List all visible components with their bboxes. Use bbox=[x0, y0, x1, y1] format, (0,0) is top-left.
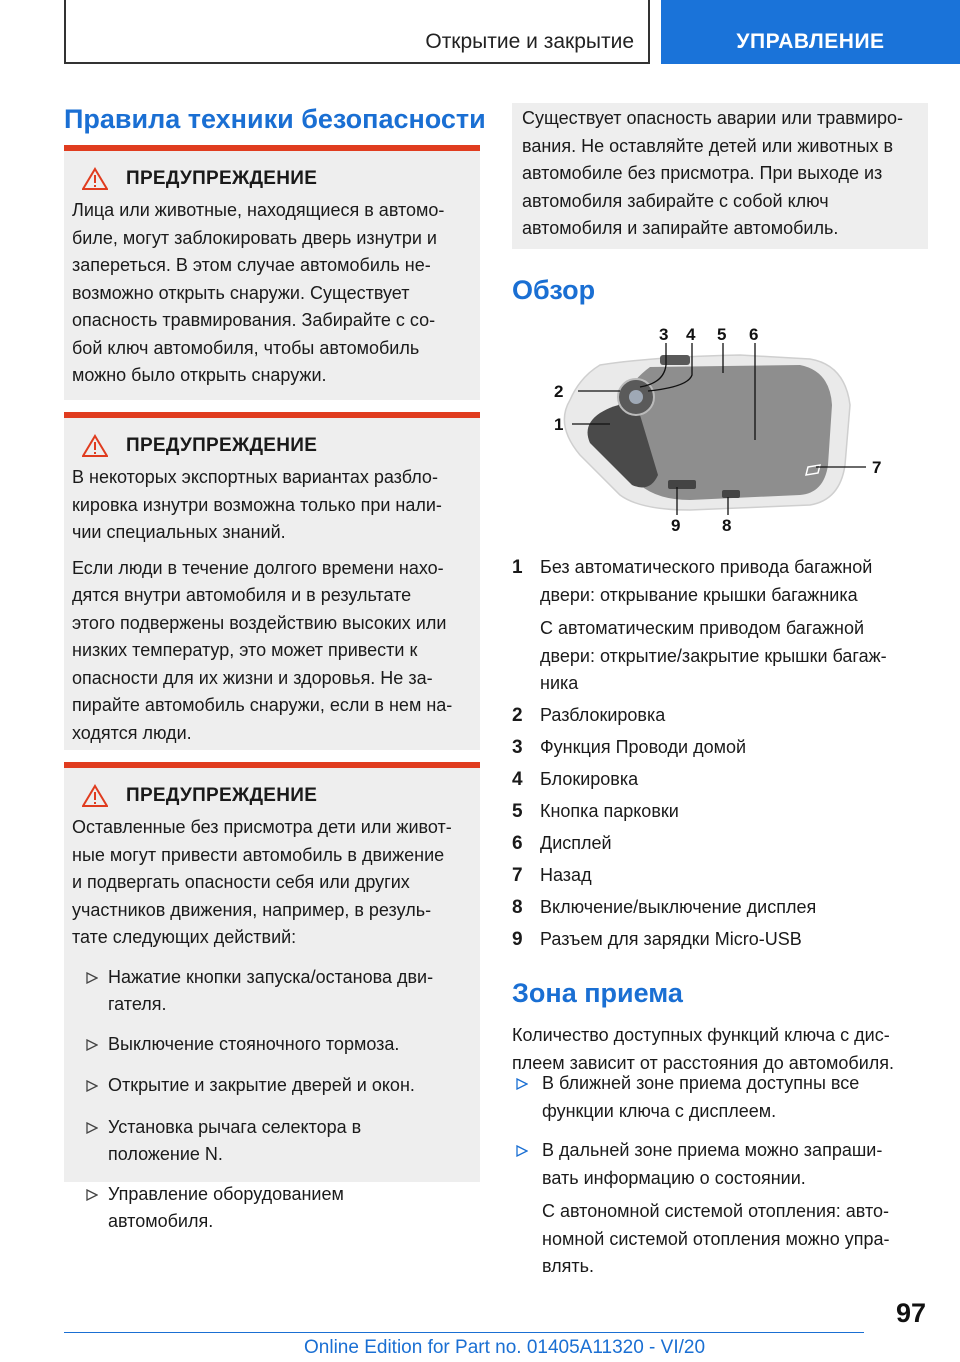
callout-4: 4 bbox=[686, 325, 696, 344]
reception-range-heading: Зона приема bbox=[512, 978, 683, 1008]
bullet-triangle-icon bbox=[86, 1122, 98, 1134]
reception-range-intro: Количество доступных функций ключа с дис- плеем зависит от расстояния до автомобиля. bbox=[512, 1025, 894, 1073]
warning-box-3 bbox=[64, 762, 480, 1231]
warning-continued-text: Существует опасность аварии или травмиро- вания. Не оставляйте детей или животных в автомобиле без присмотра. При выходе из автомобиля забирайте с собой ключ автомобиля и запирайте автомобиль. bbox=[522, 108, 904, 238]
legend-item: 2 Разблокировка bbox=[512, 705, 666, 726]
bullet-triangle-icon bbox=[516, 1078, 528, 1090]
legend-item: 6 Дисплей bbox=[512, 833, 612, 854]
legend-item: 3 Функция Проводи домой bbox=[512, 737, 747, 758]
warning-continued-box bbox=[512, 103, 928, 249]
warning-box-2 bbox=[64, 412, 480, 750]
legend-item: 9 Разъем для зарядки Micro-USB bbox=[512, 929, 802, 950]
header-section-tab bbox=[64, 0, 650, 64]
bullet-triangle-icon bbox=[86, 1189, 98, 1201]
callout-6: 6 bbox=[749, 325, 759, 344]
callout-1: 1 bbox=[554, 415, 564, 434]
list-item: В ближней зоне приема доступны все функции ключа с дисплеем. bbox=[512, 1070, 932, 1125]
warning-bar bbox=[64, 412, 480, 418]
edition-text: Online Edition for Part no. 01405A11320 - VI/20 bbox=[304, 1337, 706, 1358]
list-item: Установка рычага селектора в положение N. bbox=[72, 1114, 472, 1169]
warning-3-text: Оставленные без присмотра дети или живот- ные могут привести автомобиль в движение и подвергать опасности себя или других участников движения, например, в резуль- тате следующих действий: bbox=[72, 817, 452, 947]
list-item: Нажатие кнопки запуска/останова дви- гателя. bbox=[72, 964, 472, 1019]
callout-7: 7 bbox=[872, 458, 882, 477]
legend-item: 1 Без автоматического привода багажной двери: открывание крышки багажника С автоматическим приводом багажной двери: открытие/закрытие крышки багаж- ника bbox=[512, 557, 887, 693]
warning-triangle-icon bbox=[82, 167, 108, 191]
warning-label: ПРЕДУПРЕЖДЕНИЕ bbox=[126, 785, 318, 806]
header-chapter-tab bbox=[661, 0, 960, 64]
display-key-figure bbox=[540, 325, 900, 540]
list-item: В дальней зоне приема можно запраши- вать информацию о состоянии. С автономной системой отопления: авто- номной системой отопления можно упра- влять. bbox=[512, 1137, 932, 1281]
legend-item: 5 Кнопка парковки bbox=[512, 801, 679, 822]
footer bbox=[64, 1332, 864, 1358]
warning-triangle-icon bbox=[82, 434, 108, 458]
list-item: Открытие и закрытие дверей и окон. bbox=[72, 1072, 472, 1102]
bullet-triangle-icon bbox=[516, 1145, 528, 1157]
warning-box-1 bbox=[64, 145, 480, 400]
callout-3: 3 bbox=[659, 325, 669, 344]
legend-item: 4 Блокировка bbox=[512, 769, 639, 790]
page-number: 97 bbox=[896, 1298, 927, 1328]
warning-label: ПРЕДУПРЕЖДЕНИЕ bbox=[126, 435, 318, 456]
warning-bar bbox=[64, 762, 480, 768]
legend-item: 8 Включение/выключение дисплея bbox=[512, 897, 817, 918]
callout-9: 9 bbox=[671, 516, 681, 535]
warning-triangle-icon bbox=[82, 784, 108, 808]
bullet-triangle-icon bbox=[86, 972, 98, 984]
bullet-triangle-icon bbox=[86, 1039, 98, 1051]
overview-heading: Обзор bbox=[512, 275, 596, 305]
warning-1-text: Лица или животные, находящиеся в автомо- биле, могут заблокировать дверь изнутри и запереться. В этом случае автомобиль не- возможно открыть снаружи. Существует опасность травмирования. Забирайте с со- бой ключ автомобиля, чтобы автомобиль можно было открыть снаружи. bbox=[72, 200, 445, 385]
callout-2: 2 bbox=[554, 382, 564, 401]
safety-rules-heading: Правила техники безопасности bbox=[64, 104, 486, 134]
callout-8: 8 bbox=[722, 516, 732, 535]
warning-2-text-1: В некоторых экспортных вариантах разбло- кировка изнутри возможна только при нали- чии специальных знаний. bbox=[72, 467, 442, 542]
legend-item: 7 Назад bbox=[512, 865, 592, 886]
warning-2-text-2: Если люди в течение долгого времени нахо- дятся внутри автомобиля и в результате этого подвержены воздействию высоких или низких температур, это может привести к опасности для их жизни и здоровья. Не за- пирайте автомобиль снаружи, если в нем на- ходятся люди. bbox=[72, 557, 453, 743]
header-section-title: Открытие и закрытие bbox=[425, 30, 634, 53]
callout-5: 5 bbox=[717, 325, 727, 344]
figure-legend bbox=[512, 554, 932, 958]
bullet-triangle-icon bbox=[86, 1080, 98, 1092]
list-item: Управление оборудованием автомобиля. bbox=[72, 1181, 472, 1236]
header-chapter-title: УПРАВЛЕНИЕ bbox=[736, 30, 885, 53]
reception-range-list bbox=[512, 1062, 932, 1281]
list-item: Выключение стояночного тормоза. bbox=[72, 1031, 472, 1061]
warning-bar bbox=[64, 145, 480, 151]
warning-label: ПРЕДУПРЕЖДЕНИЕ bbox=[126, 168, 318, 189]
